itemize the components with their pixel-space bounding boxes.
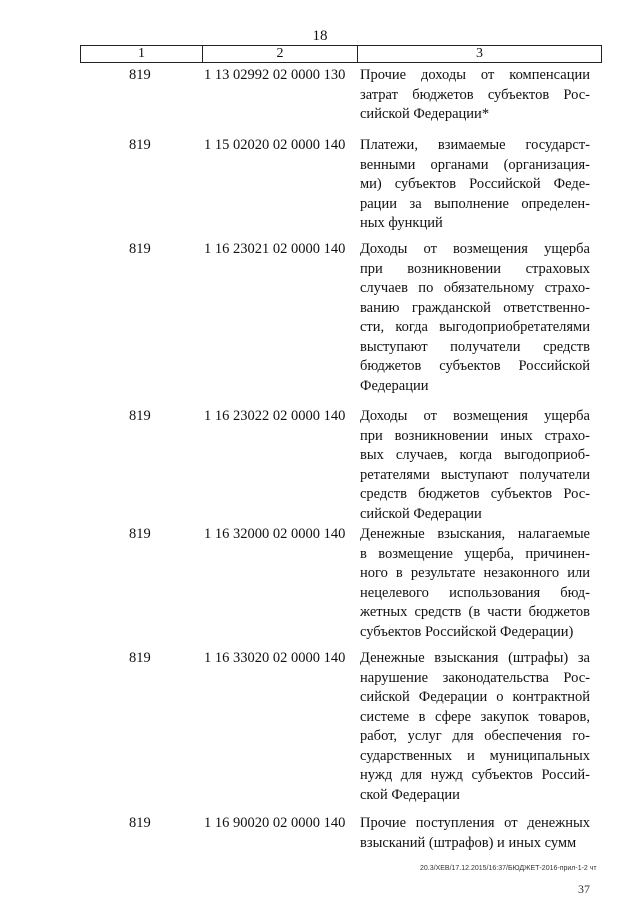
description-line: бюджетов субъектов Российской: [360, 358, 590, 374]
description-line: сти, когда выгодоприобретателями: [360, 319, 590, 335]
column-header-row: [81, 46, 602, 63]
column-header-1: 1: [81, 46, 203, 63]
description-line: Доходы от возмещения ущерба: [360, 408, 590, 424]
description-line: ванию гражданской ответственно-: [360, 299, 590, 316]
description-line: венными органами (организация-: [360, 156, 590, 173]
description-line: Денежные взыскания, налагаемые: [360, 526, 590, 542]
description-line: сударственных и муниципальных: [360, 747, 590, 764]
admin-code-cell: 819: [129, 526, 151, 542]
description-line: Денежные взыскания (штрафы) за: [360, 650, 590, 666]
description-line: при возникновении иных страхо-: [360, 427, 590, 444]
page-number: 18: [312, 28, 328, 44]
description-cell: [360, 136, 590, 234]
budget-code-cell: 1 16 32000 02 0000 140: [204, 526, 346, 542]
description-cell: [360, 525, 590, 642]
description-cell: [360, 407, 590, 524]
description-line: при возникновении страховых: [360, 260, 590, 277]
description-line: рации за выполнение определен-: [360, 195, 590, 212]
column-header-2: 2: [203, 46, 358, 63]
description-cell: [360, 66, 590, 125]
budget-code-cell: 1 16 90020 02 0000 140: [204, 815, 346, 831]
admin-code-cell: 819: [129, 650, 151, 666]
description-line: нецелевого использования бюд-: [360, 584, 590, 601]
admin-code-cell: 819: [129, 815, 151, 831]
description-line: ми) субъектов Российской Феде-: [360, 176, 590, 192]
description-cell: [360, 814, 590, 853]
admin-code-cell: 819: [129, 67, 151, 83]
document-stamp: 20.3/ХЕВ/17.12.2015/16:37/БЮДЖЕТ-2016-прил-1-2 чт: [420, 865, 597, 872]
budget-code-cell: 1 15 02020 02 0000 140: [204, 137, 346, 153]
description-line: Доходы от возмещения ущерба: [360, 241, 590, 257]
description-line: сийской Федерации*: [360, 106, 490, 122]
description-line: ных функций: [360, 215, 443, 231]
description-line: Прочие доходы от компенсации: [360, 67, 590, 83]
description-line: ретателями выступают получатели: [360, 466, 590, 483]
budget-code-cell: 1 13 02992 02 0000 130: [204, 67, 346, 83]
description-line: нужд для нужд субъектов Россий-: [360, 767, 590, 783]
description-line: взысканий (штрафов) и иных сумм: [360, 834, 577, 851]
description-line: Федерации: [360, 377, 429, 394]
column-header-3: 3: [358, 46, 602, 63]
corner-number: 37: [578, 882, 590, 896]
budget-code-cell: 1 16 23022 02 0000 140: [204, 408, 346, 424]
description-cell: [360, 240, 590, 396]
admin-code-cell: 819: [129, 241, 151, 257]
description-line: нарушение законодательства Рос-: [360, 669, 590, 686]
description-line: случаев по обязательному страхо-: [360, 280, 590, 296]
description-line: жетных средств (в части бюджетов: [360, 604, 590, 620]
column-header-table: [80, 45, 602, 63]
budget-code-cell: 1 16 33020 02 0000 140: [204, 650, 346, 666]
description-line: системе в сфере закупок товаров,: [360, 708, 590, 725]
description-line: затрат бюджетов субъектов Рос-: [360, 86, 590, 103]
description-cell: [360, 649, 590, 805]
budget-code-cell: 1 16 23021 02 0000 140: [204, 241, 346, 257]
description-line: выступают получатели средств: [360, 338, 590, 355]
admin-code-cell: 819: [129, 137, 151, 153]
description-line: вых случаев, когда выгодоприоб-: [360, 447, 590, 463]
admin-code-cell: 819: [129, 408, 151, 424]
description-line: в возмещение ущерба, причинен-: [360, 545, 590, 562]
description-line: субъектов Российской Федерации): [360, 623, 574, 640]
description-line: средств бюджетов субъектов Рос-: [360, 486, 590, 502]
description-line: Прочие поступления от денежных: [360, 815, 590, 831]
description-line: сийской Федерации о контрактной: [360, 689, 590, 705]
description-line: сийской Федерации: [360, 505, 482, 522]
description-line: ской Федерации: [360, 786, 460, 803]
description-line: работ, услуг для обеспечения го-: [360, 728, 590, 744]
description-line: ного в результате незаконного или: [360, 565, 590, 581]
description-line: Платежи, взимаемые государст-: [360, 137, 590, 153]
